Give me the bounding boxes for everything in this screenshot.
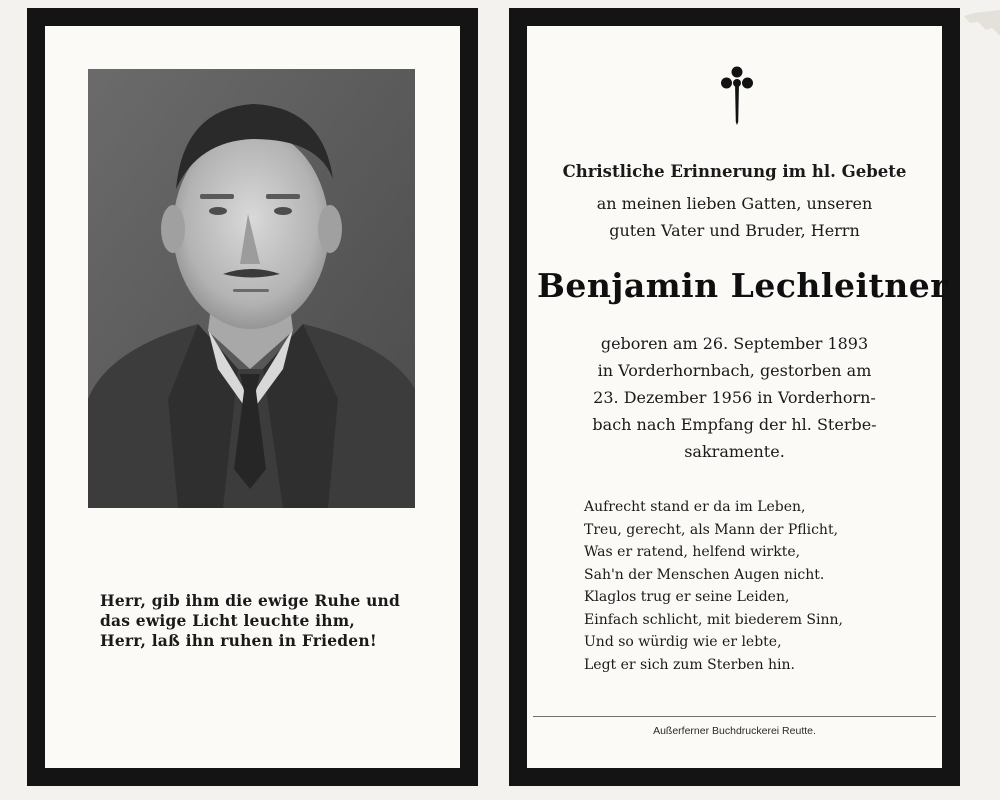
bio-line: sakramente.	[684, 442, 785, 461]
prayer-line: das ewige Licht leuchte ihm,	[100, 611, 355, 630]
footer-divider	[533, 716, 936, 717]
memorial-heading: Christliche Erinnerung im hl. Gebete	[562, 162, 907, 181]
portrait-photo	[88, 69, 415, 508]
bio-line: geboren am 26. September 1893	[600, 334, 869, 353]
poem-line: Klaglos trug er seine Leiden,	[584, 589, 790, 605]
poem-line: Aufrecht stand er da im Leben,	[584, 499, 806, 515]
prayer-line: Herr, gib ihm die ewige Ruhe und	[100, 591, 401, 610]
deceased-name: Benjamin Lechleitner	[537, 266, 949, 305]
poem-line: Treu, gerecht, als Mann der Pflicht,	[584, 521, 839, 538]
memorial-poem	[584, 496, 843, 676]
bio-line: 23. Dezember 1956 in Vorderhorn-	[593, 388, 876, 407]
right-panel-card	[527, 26, 949, 768]
prayer-text	[100, 591, 420, 651]
poem-line: Und so würdig wie er lebte,	[584, 634, 782, 650]
printer-imprint: Außerferner Buchdruckerei Reutte.	[653, 725, 816, 737]
dedication-line: an meinen lieben Gatten, unseren	[596, 194, 873, 213]
poem-line: Sah'n der Menschen Augen nicht.	[584, 566, 825, 583]
prayer-line: Herr, laß ihn ruhen in Frieden!	[100, 631, 377, 650]
bio-line: in Vorderhornbach, gestorben am	[597, 361, 872, 380]
biography-text	[542, 330, 927, 465]
dedication-text	[542, 190, 927, 244]
left-panel	[27, 8, 478, 786]
trefoil-cross-icon	[720, 66, 754, 126]
bio-line: bach nach Empfang der hl. Sterbe-	[592, 415, 877, 434]
right-panel	[509, 8, 960, 786]
dedication-line: guten Vater und Bruder, Herrn	[609, 221, 860, 240]
poem-line: Einfach schlicht, mit biederem Sinn,	[584, 611, 843, 628]
left-panel-card	[45, 26, 460, 768]
poem-line: Was er ratend, helfend wirkte,	[584, 544, 801, 560]
torn-corner-icon	[964, 10, 1000, 36]
poem-line: Legt er sich zum Sterben hin.	[584, 656, 796, 673]
